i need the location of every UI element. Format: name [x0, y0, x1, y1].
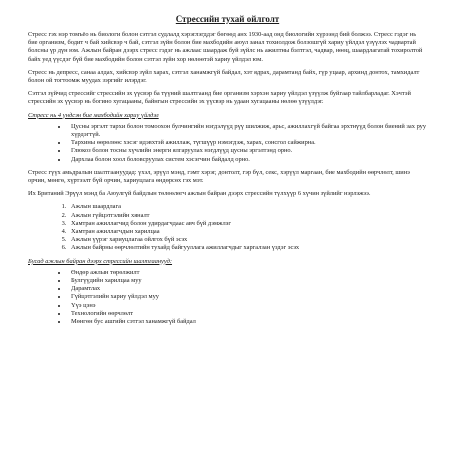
list-item: • Тархины өөрөлөөс хэсэг идэвхтэй ажиллаж, түгшүүр нэмэгдэж, харах, сонсгол сайжирна. [68, 139, 427, 147]
list-item: 3. Хамтран ажиллагчид болон удирдагчдаас авч бүй дэмжлэг [68, 220, 427, 228]
paragraph-symptoms: Стресс нь депресс, санаа алдах, хийсвэр зүйл харах, сэтгэл ханамжгүй байдал, хэт ядрах, дарамтанд байх, гүр уцаар, архинд донтох, тамхидалт болон ой тогтоомж муудах зэргийг илэрдэг. [28, 68, 420, 85]
list-item: 2. Ажлын гүйцэтгэлийн хяналт [68, 212, 427, 220]
paragraph-intro: Стресс гэх нэр томъёо нь биологи болон сэтгэл судлалд хэрэглэгддэг бөгөөд анх 1930-аад онд биологийн хүрээнд бий болжээ. Стресс гэдэг нь бие организм, бодит ч бай хийсвэр ч бай, сэтгэл зүйн болон бие махбодийн аюул занал тохиолдож болзошгүй хариу үйлдэл үзүүлэх чадвартай болсны үр дүн юм. Ажлын байран дээрх стресс гэдэг нь ажлаас шаардаж буй зүйлс нь ажилтны бэлтгэл, чадвар, нөөц, шаардлагатай тохиролтой байх уед үүсдэг бүй бие махбодийн болон сэтгэл зүйн хор нөлөөтэй хариу үйлдэл юм. [28, 31, 423, 63]
list-item: • Өндөр ажлын төрөлжилт [68, 269, 427, 277]
paragraph-psychologists: Сэтгэл зүйчид стрессийг стрессийн эх үүсвэр ба түүний шалтгаанд бие организм хэрхэн хариу үйлдэл үзүүлж буйгаар тайлбарладаг. Хэчтэй стрессийн эх үүсвэр нь богино хугацааны, байнгын стрессийн эх үүсвэр нь удаан хугацааны нөлөө үзүүлдэг. [28, 90, 411, 106]
list-item: • Глюкоз болон тосны хүчлийн энерги ялгаруулах нэгдлүүд цусны эргэлтэнд орно. [68, 147, 427, 155]
list-item: 5. Ажлын үүрэг хариуцлагаа ойлгох бүй эсэх [68, 236, 427, 244]
list-item: • Дархлаа болон хоол боловсруулах систем хэсэгчин байдалд орно. [68, 156, 427, 164]
list-item: • Цусны эргэлт тархи болон томоохон булчингийн нэгдэлүүд рүү шилжиж, арьс, ажиллахгүй байгаа эрхтнүүд болон биений зах руу хүрдэгтүй. [68, 123, 427, 139]
document-title: Стрессийн тухай ойлголт [175, 14, 280, 24]
list-item: • Мөнгөн бус ашгийн сэтгэл ханамжгүй байдал [68, 318, 427, 326]
other-causes-heading: Бусад ажлын байран дээрх стрессийн шалтгаанууд: [28, 257, 173, 265]
list-item: • Технологийн өөрчлөлт [68, 310, 427, 318]
list-item: 6. Ажлын байрны өөрчлөлтийн тухайд байгууллага ажиллагчдыг харгалзан үздэг эсэх [68, 244, 427, 252]
list-item: • Үүэ цэнэ [68, 302, 427, 310]
list-item: • Булгүүдийн харилцаа муу [68, 277, 427, 285]
paragraph-causes: Стресс гүүх амьдралын шалтгаануудад: үхэл, эрүүл мэнд, гэмт хэрэг, донтолт, гэр бүл, секс, хэрүүл маргаан, бие махбодийн өөрчлөлт, шинэ орчин, мөнгө, хүртээлт бүй орчин, хариуцлага өндөрсөх гэх мэт. [28, 168, 410, 185]
other-causes-list [28, 269, 427, 326]
list-item: 1. Ажлын шаардлага [68, 203, 427, 211]
list-item: 4. Хамтран ажиллагчдын харилцаа [68, 228, 427, 236]
body-effects-heading: Стресс нь 4 үндсэн бие махбодийн хариу үйлдэл [28, 111, 159, 119]
list-item: • Гүйцэтгэлийн хариу үйлдэл муу [68, 293, 427, 301]
body-effects-list [28, 123, 427, 164]
list-item: • Дарамтлах [68, 285, 427, 293]
paragraph-hse: Их Британий Эрүүл мэнд ба Аюулгүй байдлын төлөөлөгч ажлын байран дээрх стрессийн түлхүүр 6 хүчин зүйлийг нэрлэжээ. [28, 190, 371, 198]
six-factors-list [28, 203, 427, 252]
